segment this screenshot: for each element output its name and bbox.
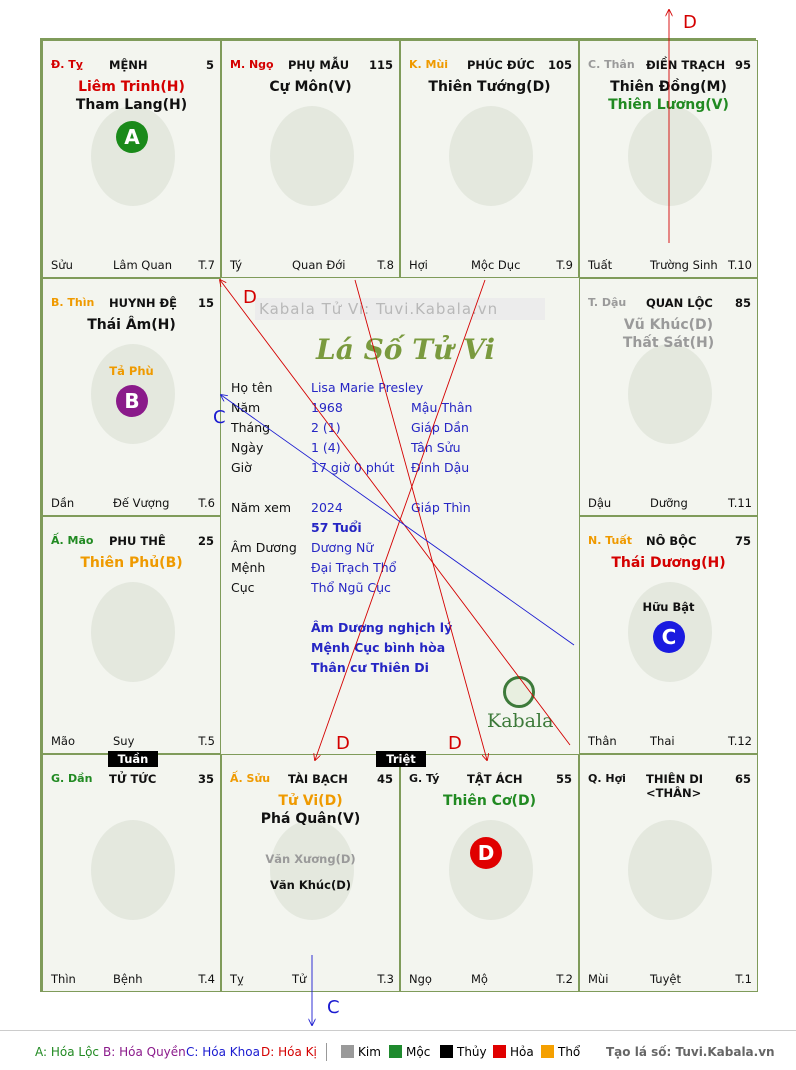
palace-branch: B. Thìn xyxy=(51,296,95,309)
major-star: Thái Âm(H) xyxy=(87,317,176,333)
minor-star-2: Văn Khúc(D) xyxy=(269,878,351,892)
annot-d-left: D xyxy=(243,287,257,308)
marker-a-icon: A xyxy=(116,121,148,153)
zodiac-animal-icon xyxy=(620,810,720,930)
zodiac-animal-icon xyxy=(441,810,541,930)
foot-phase: Dưỡng xyxy=(650,496,688,510)
legend-a: A: Hóa Lộc xyxy=(35,1045,100,1059)
hour-canchi: Đinh Dậu xyxy=(411,460,470,475)
palace-footer xyxy=(51,258,215,271)
amduong-label: Âm Dương xyxy=(231,540,297,555)
palace-number: 105 xyxy=(547,58,572,72)
triet-tag: Triệt xyxy=(376,751,426,767)
minor-star: Hữu Bật xyxy=(642,600,695,614)
palace-branch: M. Ngọ xyxy=(230,58,274,71)
palace-name: TỬ TỨC xyxy=(109,772,157,786)
major-star: Cự Môn(V) xyxy=(269,79,352,95)
zodiac-animal-icon xyxy=(262,810,362,930)
major-star: Tử Vi(D) xyxy=(278,793,343,809)
major-stars xyxy=(222,78,399,96)
legend-tho: Thổ xyxy=(558,1045,581,1059)
palace-cell xyxy=(579,516,758,754)
palace-number: 25 xyxy=(197,534,214,548)
foot-phase: Mộc Dục xyxy=(471,258,521,272)
major-star: Thiên Cơ(D) xyxy=(443,793,536,809)
moc-swatch xyxy=(389,1045,402,1058)
note-3: Thân cư Thiên Di xyxy=(311,660,429,675)
foot-branch: Tuất xyxy=(588,258,613,272)
palace-name: PHÚC ĐỨC xyxy=(467,58,535,72)
foot-age: T.3 xyxy=(377,972,394,986)
foot-age: T.5 xyxy=(198,734,215,748)
day-label: Ngày xyxy=(231,440,264,455)
foot-branch: Hợi xyxy=(409,258,428,272)
major-star: Tham Lang(H) xyxy=(75,97,188,113)
minor-star: Văn Xương(D) xyxy=(265,852,356,866)
view-year-canchi: Giáp Thìn xyxy=(411,500,471,515)
kabala-logo-icon xyxy=(503,676,535,708)
palace-name: QUAN LỘC xyxy=(646,296,713,310)
thuy-swatch xyxy=(440,1045,453,1058)
palace-footer xyxy=(51,972,215,985)
palace-name: MỆNH xyxy=(109,58,148,72)
palace-footer xyxy=(409,258,573,271)
palace-header xyxy=(51,296,214,310)
palace-number: 35 xyxy=(197,772,214,786)
palace-footer xyxy=(588,734,752,747)
palace-header xyxy=(588,58,751,72)
major-star: Thái Dương(H) xyxy=(611,555,726,571)
palace-header xyxy=(588,296,751,310)
palace-footer xyxy=(51,734,215,747)
foot-branch: Dần xyxy=(51,496,75,510)
palace-header xyxy=(588,772,751,800)
annot-d-mid2: D xyxy=(448,733,462,754)
foot-phase: Bệnh xyxy=(113,972,143,986)
view-year-value: 2024 xyxy=(311,500,343,515)
palace-footer xyxy=(588,258,752,271)
foot-branch: Mùi xyxy=(588,972,609,986)
marker-d-icon: D xyxy=(470,837,502,869)
major-stars xyxy=(580,554,757,572)
foot-phase: Suy xyxy=(113,734,135,748)
name-label: Họ tên xyxy=(231,380,273,395)
palace-number: 95 xyxy=(734,58,751,72)
palace-branch: C. Thân xyxy=(588,58,635,71)
kim-swatch xyxy=(341,1045,354,1058)
palace-branch: Q. Hợi xyxy=(588,772,626,785)
foot-phase: Trường Sinh xyxy=(650,258,718,272)
foot-phase: Quan Đới xyxy=(292,258,346,272)
tuan-tag: Tuần xyxy=(108,751,158,767)
foot-age: T.6 xyxy=(198,496,215,510)
major-star: Thiên Lương(V) xyxy=(608,97,729,113)
menh-value: Đại Trạch Thổ xyxy=(311,560,397,575)
palace-name: ĐIỀN TRẠCH xyxy=(646,58,726,72)
palace-branch: G. Tý xyxy=(409,772,440,785)
palace-header xyxy=(409,772,572,786)
foot-branch: Dậu xyxy=(588,496,612,510)
hoa-swatch xyxy=(493,1045,506,1058)
marker-b-icon: B xyxy=(116,385,148,417)
legend-d: D: Hóa Kị xyxy=(261,1045,317,1059)
foot-age: T.1 xyxy=(735,972,752,986)
foot-age: T.7 xyxy=(198,258,215,272)
month-label: Tháng xyxy=(231,420,271,435)
palace-name: PHU THÊ xyxy=(109,534,166,548)
major-stars xyxy=(580,78,757,114)
palace-footer xyxy=(588,972,752,985)
cuc-value: Thổ Ngũ Cục xyxy=(311,580,391,595)
palace-name: PHỤ MẪU xyxy=(288,58,350,72)
tho-swatch xyxy=(541,1045,554,1058)
palace-number: 85 xyxy=(734,296,751,310)
major-stars xyxy=(580,316,757,352)
annot-c-left: C xyxy=(213,407,226,428)
legend-c: C: Hóa Khoa xyxy=(186,1045,260,1059)
day-canchi: Tân Sửu xyxy=(411,440,461,455)
foot-age: T.4 xyxy=(198,972,215,986)
major-star: Thiên Phủ(B) xyxy=(80,555,183,571)
palace-name: THIÊN DI <THÂN> xyxy=(646,772,704,800)
zodiac-animal-icon xyxy=(83,96,183,216)
legend-hoa: Hỏa xyxy=(510,1045,534,1059)
cuc-label: Cục xyxy=(231,580,255,595)
year-canchi: Mậu Thân xyxy=(411,400,473,415)
palace-branch: G. Dần xyxy=(51,772,93,785)
foot-branch: Mão xyxy=(51,734,76,748)
palace-number: 65 xyxy=(734,772,751,786)
palace-cell xyxy=(400,40,579,278)
palace-cell xyxy=(579,40,758,278)
chart-title: Lá Số Tử Vi xyxy=(316,333,496,366)
palace-number: 75 xyxy=(734,534,751,548)
minor-star: Tả Phù xyxy=(109,364,154,378)
foot-branch: Thìn xyxy=(51,972,76,986)
foot-age: T.8 xyxy=(377,258,394,272)
day-value: 1 (4) xyxy=(311,440,341,455)
foot-branch: Sửu xyxy=(51,258,73,272)
palace-number: 115 xyxy=(368,58,393,72)
annot-d-mid1: D xyxy=(336,733,350,754)
palace-header xyxy=(230,58,393,72)
foot-branch: Tỵ xyxy=(230,972,244,986)
age-value: 57 Tuổi xyxy=(311,520,362,535)
zodiac-animal-icon xyxy=(620,96,720,216)
palace-cell xyxy=(42,516,221,754)
tuvi-chart xyxy=(40,38,756,992)
month-value: 2 (1) xyxy=(311,420,341,435)
major-star: Liêm Trinh(H) xyxy=(78,79,185,95)
palace-branch: K. Mùi xyxy=(409,58,449,71)
palace-footer xyxy=(230,258,394,271)
major-stars xyxy=(43,316,220,334)
major-stars xyxy=(401,792,578,810)
palace-name: HUYNH ĐỆ xyxy=(109,296,178,310)
foot-phase: Đế Vượng xyxy=(113,496,170,510)
palace-cell xyxy=(221,40,400,278)
foot-age: T.9 xyxy=(556,258,573,272)
major-stars xyxy=(43,554,220,572)
zodiac-animal-icon xyxy=(620,334,720,454)
palace-cell xyxy=(42,754,221,992)
palace-cell xyxy=(579,278,758,516)
palace-branch: N. Tuất xyxy=(588,534,633,547)
palace-footer xyxy=(51,496,215,509)
palace-branch: Đ. Tỵ xyxy=(51,58,83,71)
major-stars xyxy=(401,78,578,96)
major-stars xyxy=(222,792,399,828)
foot-phase: Thai xyxy=(650,734,675,748)
foot-age: T.10 xyxy=(728,258,752,272)
amduong-value: Dương Nữ xyxy=(311,540,374,555)
palace-branch: T. Dậu xyxy=(588,296,627,309)
site-link[interactable]: Tạo lá số: Tuvi.Kabala.vn xyxy=(606,1045,775,1059)
major-star: Thiên Tướng(D) xyxy=(428,79,551,95)
palace-number: 55 xyxy=(555,772,572,786)
menh-label: Mệnh xyxy=(231,560,266,575)
annot-d-top: D xyxy=(683,12,697,33)
palace-header xyxy=(409,58,572,72)
major-star: Vũ Khúc(D) xyxy=(623,317,714,333)
hour-value: 17 giờ 0 phút xyxy=(311,460,395,475)
marker-c-icon: C xyxy=(653,621,685,653)
foot-branch: Ngọ xyxy=(409,972,432,986)
foot-branch: Thân xyxy=(588,734,617,748)
palace-branch: Ấ. Mão xyxy=(51,534,94,547)
palace-cell xyxy=(42,278,221,516)
palace-name: NÔ BỘC xyxy=(646,534,697,548)
annot-c-bottom: C xyxy=(327,997,340,1018)
palace-name: TẬT ÁCH xyxy=(467,772,523,786)
major-star: Thất Sát(H) xyxy=(622,335,715,351)
palace-header xyxy=(51,534,214,548)
palace-number: 5 xyxy=(205,58,214,72)
foot-age: T.2 xyxy=(556,972,573,986)
foot-age: T.12 xyxy=(728,734,752,748)
palace-number: 15 xyxy=(197,296,214,310)
note-2: Mệnh Cục bình hòa xyxy=(311,640,446,655)
view-year-label: Năm xem xyxy=(231,500,292,515)
legend-thuy: Thủy xyxy=(457,1045,487,1059)
center-info-panel xyxy=(221,278,577,754)
kabala-brand: Kabala xyxy=(487,710,554,732)
palace-branch: Ấ. Sửu xyxy=(230,772,271,785)
watermark: Kabala Tử Vi: Tuvi.Kabala.vn xyxy=(255,298,545,320)
foot-phase: Lâm Quan xyxy=(113,258,172,272)
month-canchi: Giáp Dần xyxy=(411,420,469,435)
legend-kim: Kim xyxy=(358,1045,381,1059)
major-stars xyxy=(43,78,220,114)
name-value: Lisa Marie Presley xyxy=(311,380,424,395)
foot-age: T.11 xyxy=(728,496,752,510)
legend xyxy=(0,1030,796,1070)
palace-footer xyxy=(409,972,573,985)
major-star: Thiên Đồng(M) xyxy=(610,79,727,95)
zodiac-animal-icon xyxy=(83,572,183,692)
palace-name: TÀI BẠCH xyxy=(288,772,348,786)
palace-cell xyxy=(400,754,579,992)
foot-phase: Tuyệt xyxy=(650,972,681,986)
foot-phase: Tử xyxy=(292,972,307,986)
foot-phase: Mộ xyxy=(471,972,488,986)
hour-label: Giờ xyxy=(231,460,252,475)
palace-number: 45 xyxy=(376,772,393,786)
palace-footer xyxy=(230,972,394,985)
palace-header xyxy=(230,772,393,786)
palace-cell xyxy=(221,754,400,992)
major-star: Phá Quân(V) xyxy=(260,811,361,827)
palace-header xyxy=(51,772,214,786)
palace-header xyxy=(588,534,751,548)
legend-b: B: Hóa Quyền xyxy=(103,1045,186,1059)
palace-cell xyxy=(579,754,758,992)
foot-branch: Tý xyxy=(230,258,243,272)
palace-footer xyxy=(588,496,752,509)
palace-cell xyxy=(42,40,221,278)
zodiac-animal-icon xyxy=(83,810,183,930)
palace-header xyxy=(51,58,214,72)
year-label: Năm xyxy=(231,400,261,415)
note-1: Âm Dương nghịch lý xyxy=(311,620,453,635)
year-value: 1968 xyxy=(311,400,343,415)
zodiac-animal-icon xyxy=(262,96,362,216)
legend-moc: Mộc xyxy=(406,1045,431,1059)
zodiac-animal-icon xyxy=(441,96,541,216)
